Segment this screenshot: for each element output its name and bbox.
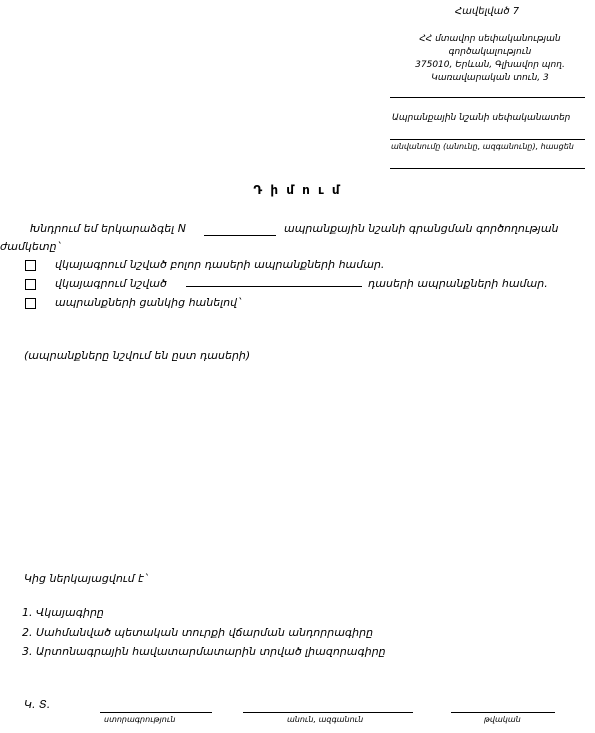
- request-text-end: ապրանքային նշանի գրանցման գործողության: [284, 222, 559, 235]
- document-title: Դ ի մ ո ւ մ: [253, 183, 342, 197]
- signature-caption: ստորագրություն: [104, 715, 176, 724]
- certificate-number-field[interactable]: [204, 235, 276, 236]
- addressee-line: Կառավարական տուն, 3: [431, 73, 549, 83]
- signature-field[interactable]: [100, 712, 212, 713]
- attachment-item: 3. Արտոնագրային հավատարմատարին տրված լիազորագիրը: [22, 645, 386, 658]
- option-specific-classes-checkbox[interactable]: [25, 279, 36, 290]
- option-specific-classes-label: վկայագրում նշված: [55, 277, 167, 290]
- option-specific-classes-end: դասերի ապրանքների համար.: [368, 277, 548, 290]
- date-caption: թվական: [484, 715, 521, 724]
- class-numbers-field[interactable]: [186, 286, 362, 287]
- option-all-classes-label: վկայագրում նշված բոլոր դասերի ապրանքների համար.: [55, 258, 385, 271]
- appendix-label: Հավելված 7: [455, 6, 520, 17]
- date-field[interactable]: [451, 712, 555, 713]
- seal-label: Կ. Տ.: [24, 698, 51, 711]
- attached-label: Կից ներկայացվում է`: [24, 572, 150, 585]
- request-text-start: Խնդրում եմ երկարաձգել N: [30, 222, 186, 235]
- addressee-line: 375010, Երևան, Գլխավոր պող.: [415, 60, 565, 70]
- attachment-item: 2. Սահմանված պետական տուրքի վճարման անդորրագիրը: [22, 626, 374, 639]
- request-text-line2: ժամկետը`: [0, 240, 63, 253]
- addressee-underline: [390, 97, 585, 98]
- addressee-line: ՀՀ մտավոր սեփականության: [419, 34, 561, 44]
- option-remove-goods-checkbox[interactable]: [25, 298, 36, 309]
- applicant-label: Ապրանքային նշանի սեփականատեր: [392, 113, 571, 123]
- option-all-classes-checkbox[interactable]: [25, 260, 36, 271]
- addressee-block: [395, 33, 585, 85]
- applicant-field-line[interactable]: [390, 139, 585, 140]
- addressee-line: գործակալություն: [448, 47, 532, 57]
- name-surname-caption: անուն, ազգանուն: [287, 715, 364, 724]
- attachment-item: 1. Վկայագիրը: [22, 606, 104, 619]
- address-field-line[interactable]: [390, 168, 585, 169]
- option-remove-goods-label: ապրանքների ցանկից հանելով`: [55, 296, 243, 309]
- name-surname-field[interactable]: [243, 712, 413, 713]
- name-address-hint: անվանումը (անունը, ազգանունը), հասցեն: [391, 142, 574, 151]
- classes-note: (ապրանքները նշվում են ըստ դասերի): [24, 349, 251, 362]
